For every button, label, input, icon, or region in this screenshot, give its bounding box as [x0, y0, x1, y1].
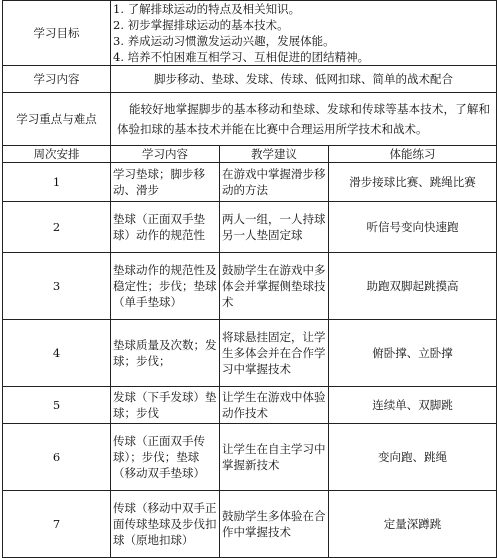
table-row: [3, 253, 497, 320]
row-fitness: 连续单、双脚跳: [329, 387, 497, 424]
row-advice: 将球悬挂固定，让学生多体会并在合作学习中掌握技术: [220, 320, 329, 387]
row-fitness: 听信号变向快速跑: [329, 202, 497, 253]
focus-text: 能较好地掌握脚步的基本移动和垫球、发球和传球等基本技术，了解和体验扣球的基本技术并能在比赛中合理运用所学技术和战术。: [111, 93, 497, 146]
table-row: [3, 387, 497, 424]
row-week: 5: [3, 387, 111, 424]
row-advice: 让学生在自主学习中掌握新技术: [220, 424, 329, 491]
row-week: 1: [3, 163, 111, 202]
goals-row: [3, 1, 497, 66]
row-fitness: 滑步接球比赛、跳绳比赛: [329, 163, 497, 202]
goals-list: [111, 1, 497, 66]
table-row: [3, 320, 497, 387]
row-advice: 两人一组，一人持球另一人垫固定球: [220, 202, 329, 253]
table-row: [3, 163, 497, 202]
row-content: 垫球质量及次数；发球；步伐；: [111, 320, 220, 387]
goal-item: 2. 初步掌握排球运动的基本技术。: [113, 18, 289, 32]
schedule-header-row: [3, 146, 497, 163]
row-content: 发球（下手发球）垫球；步伐: [111, 387, 220, 424]
goals-label: 学习目标: [3, 1, 111, 66]
row-fitness: 变向跑、跳绳: [329, 424, 497, 491]
row-content: 传球（正面双手传球）；步伐；垫球（移动双手垫球）: [111, 424, 220, 491]
row-week: 3: [3, 253, 111, 320]
row-week: 4: [3, 320, 111, 387]
focus-row: [3, 93, 497, 146]
row-content: 学习垫球；脚步移动、滑步: [111, 163, 220, 202]
row-fitness: 助跑双脚起跳摸高: [329, 253, 497, 320]
row-content: 垫球（正面双手垫球）动作的规范性: [111, 202, 220, 253]
focus-label: 学习重点与难点: [3, 93, 111, 146]
row-content: 垫球动作的规范性及稳定性；步伐；垫球（单手垫球）: [111, 253, 220, 320]
goal-item: 1. 了解排球运动的特点及相关知识。: [113, 2, 301, 16]
header-week: 周次安排: [3, 146, 111, 163]
row-content: 传球（移动中双手正面传球垫球及步伐扣球（原地扣球）: [111, 491, 220, 558]
row-advice: 鼓励学生在游戏中多体会并掌握侧垫球技术: [220, 253, 329, 320]
goal-item: 4. 培养不怕困难互相学习、互相促进的团结精神。: [113, 50, 370, 64]
content-row: [3, 66, 497, 93]
lesson-plan-document: [2, 0, 496, 547]
header-fitness: 体能练习: [329, 146, 497, 163]
table-row: [3, 202, 497, 253]
table-row: [3, 491, 497, 558]
goal-item: 3. 养成运动习惯激发运动兴趣，发展体能。: [113, 34, 335, 48]
row-advice: 在游戏中掌握滑步移动的方法: [220, 163, 329, 202]
row-fitness: 定量深蹲跳: [329, 491, 497, 558]
content-label: 学习内容: [3, 66, 111, 93]
lesson-plan-table: [2, 0, 497, 558]
table-row: [3, 424, 497, 491]
row-week: 2: [3, 202, 111, 253]
header-advice: 教学建议: [220, 146, 329, 163]
row-week: 7: [3, 491, 111, 558]
row-advice: 让学生在游戏中体验动作技术: [220, 387, 329, 424]
row-week: 6: [3, 424, 111, 491]
content-text: 脚步移动、垫球、发球、传球、低网扣球、简单的战术配合: [111, 66, 497, 93]
row-fitness: 俯卧撑、立卧撑: [329, 320, 497, 387]
row-advice: 鼓励学生多体验在合作中掌握技术: [220, 491, 329, 558]
header-content: 学习内容: [111, 146, 220, 163]
